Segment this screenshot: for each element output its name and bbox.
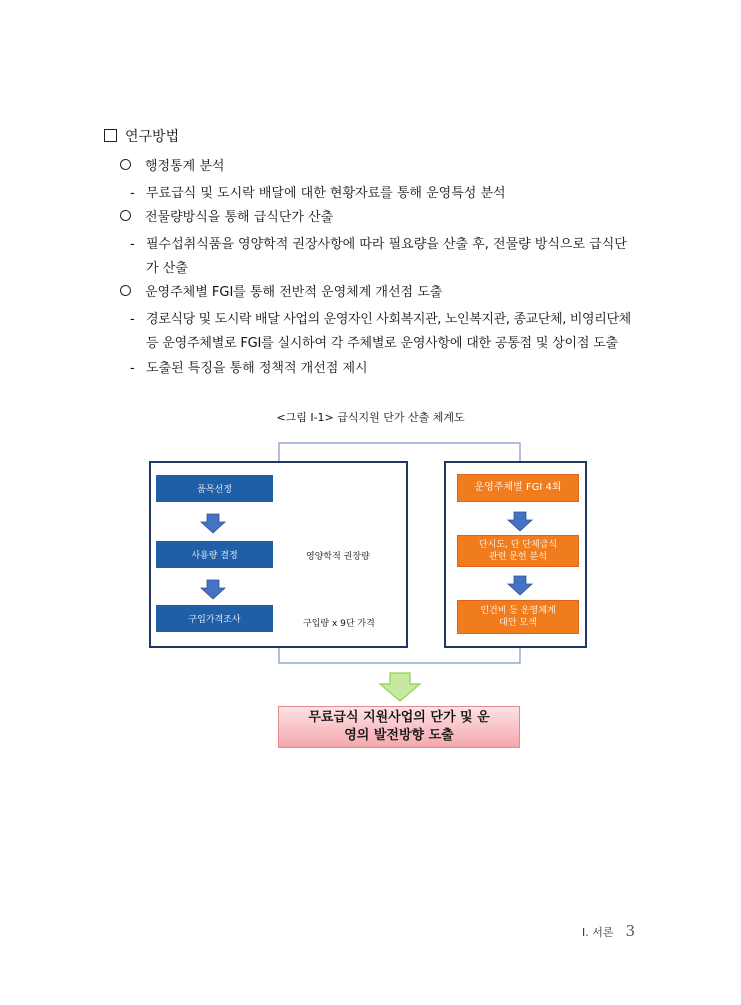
item-sub: - 도출된 특징을 통해 정책적 개선점 제시 [130, 361, 368, 376]
step-item-selection: 품목선정 [156, 475, 273, 502]
page-number: 3 [625, 922, 635, 940]
item-sub: - 필수섭취식품을 영양학적 권장사항에 따라 필요량을 산출 후, 전물량 방식으로 급식단 [130, 237, 627, 252]
result-box: 무료급식 지원사업의 단가 및 운 영의 발전방향 도출 [278, 706, 520, 748]
figure-caption: <그림 Ⅰ-1> 급식지원 단가 산출 체계도 [276, 411, 465, 424]
page-footer [582, 922, 635, 940]
item-heading: 전물량방식을 통해 급식단가 산출 [120, 206, 333, 225]
item-sub: - 무료급식 및 도시락 배달에 대한 현황자료를 통해 운영특성 분석 [130, 186, 506, 201]
step-alternative-search: 인건비 등 운영체계 대안 모색 [457, 600, 579, 634]
step-literature-analysis: 단시도, 단 단체급식 관련 문헌 분석 [457, 535, 579, 567]
item-sub-continued: 등 운영주체별로 FGI를 실시하여 각 주체별로 운영사항에 대한 공통점 및 상이점 도출 [146, 336, 618, 351]
item-heading: 행정통계 분석 [120, 155, 224, 174]
item-heading: 운영주체별 FGI를 통해 전반적 운영체계 개선점 도출 [120, 281, 442, 300]
item-sub: - 경로식당 및 도시락 배달 사업의 운영자인 사회복지관, 노인복지관, 종교단체, 비영리단체 [130, 312, 631, 327]
chapter-label: Ⅰ. 서론 [581, 926, 614, 939]
step-fgi: 운영주체별 FGI 4회 [457, 474, 579, 502]
step-price-survey: 구입가격조사 [156, 605, 273, 632]
item-sub-continued: 가 산출 [146, 261, 188, 276]
note-price-formula: 구입량 x 9단 가격 [303, 619, 375, 629]
step-usage-decision: 사용량 결정 [156, 541, 273, 568]
section-title: 연구방법 [125, 129, 180, 145]
note-nutrition: 영양학적 권장량 [306, 552, 370, 562]
